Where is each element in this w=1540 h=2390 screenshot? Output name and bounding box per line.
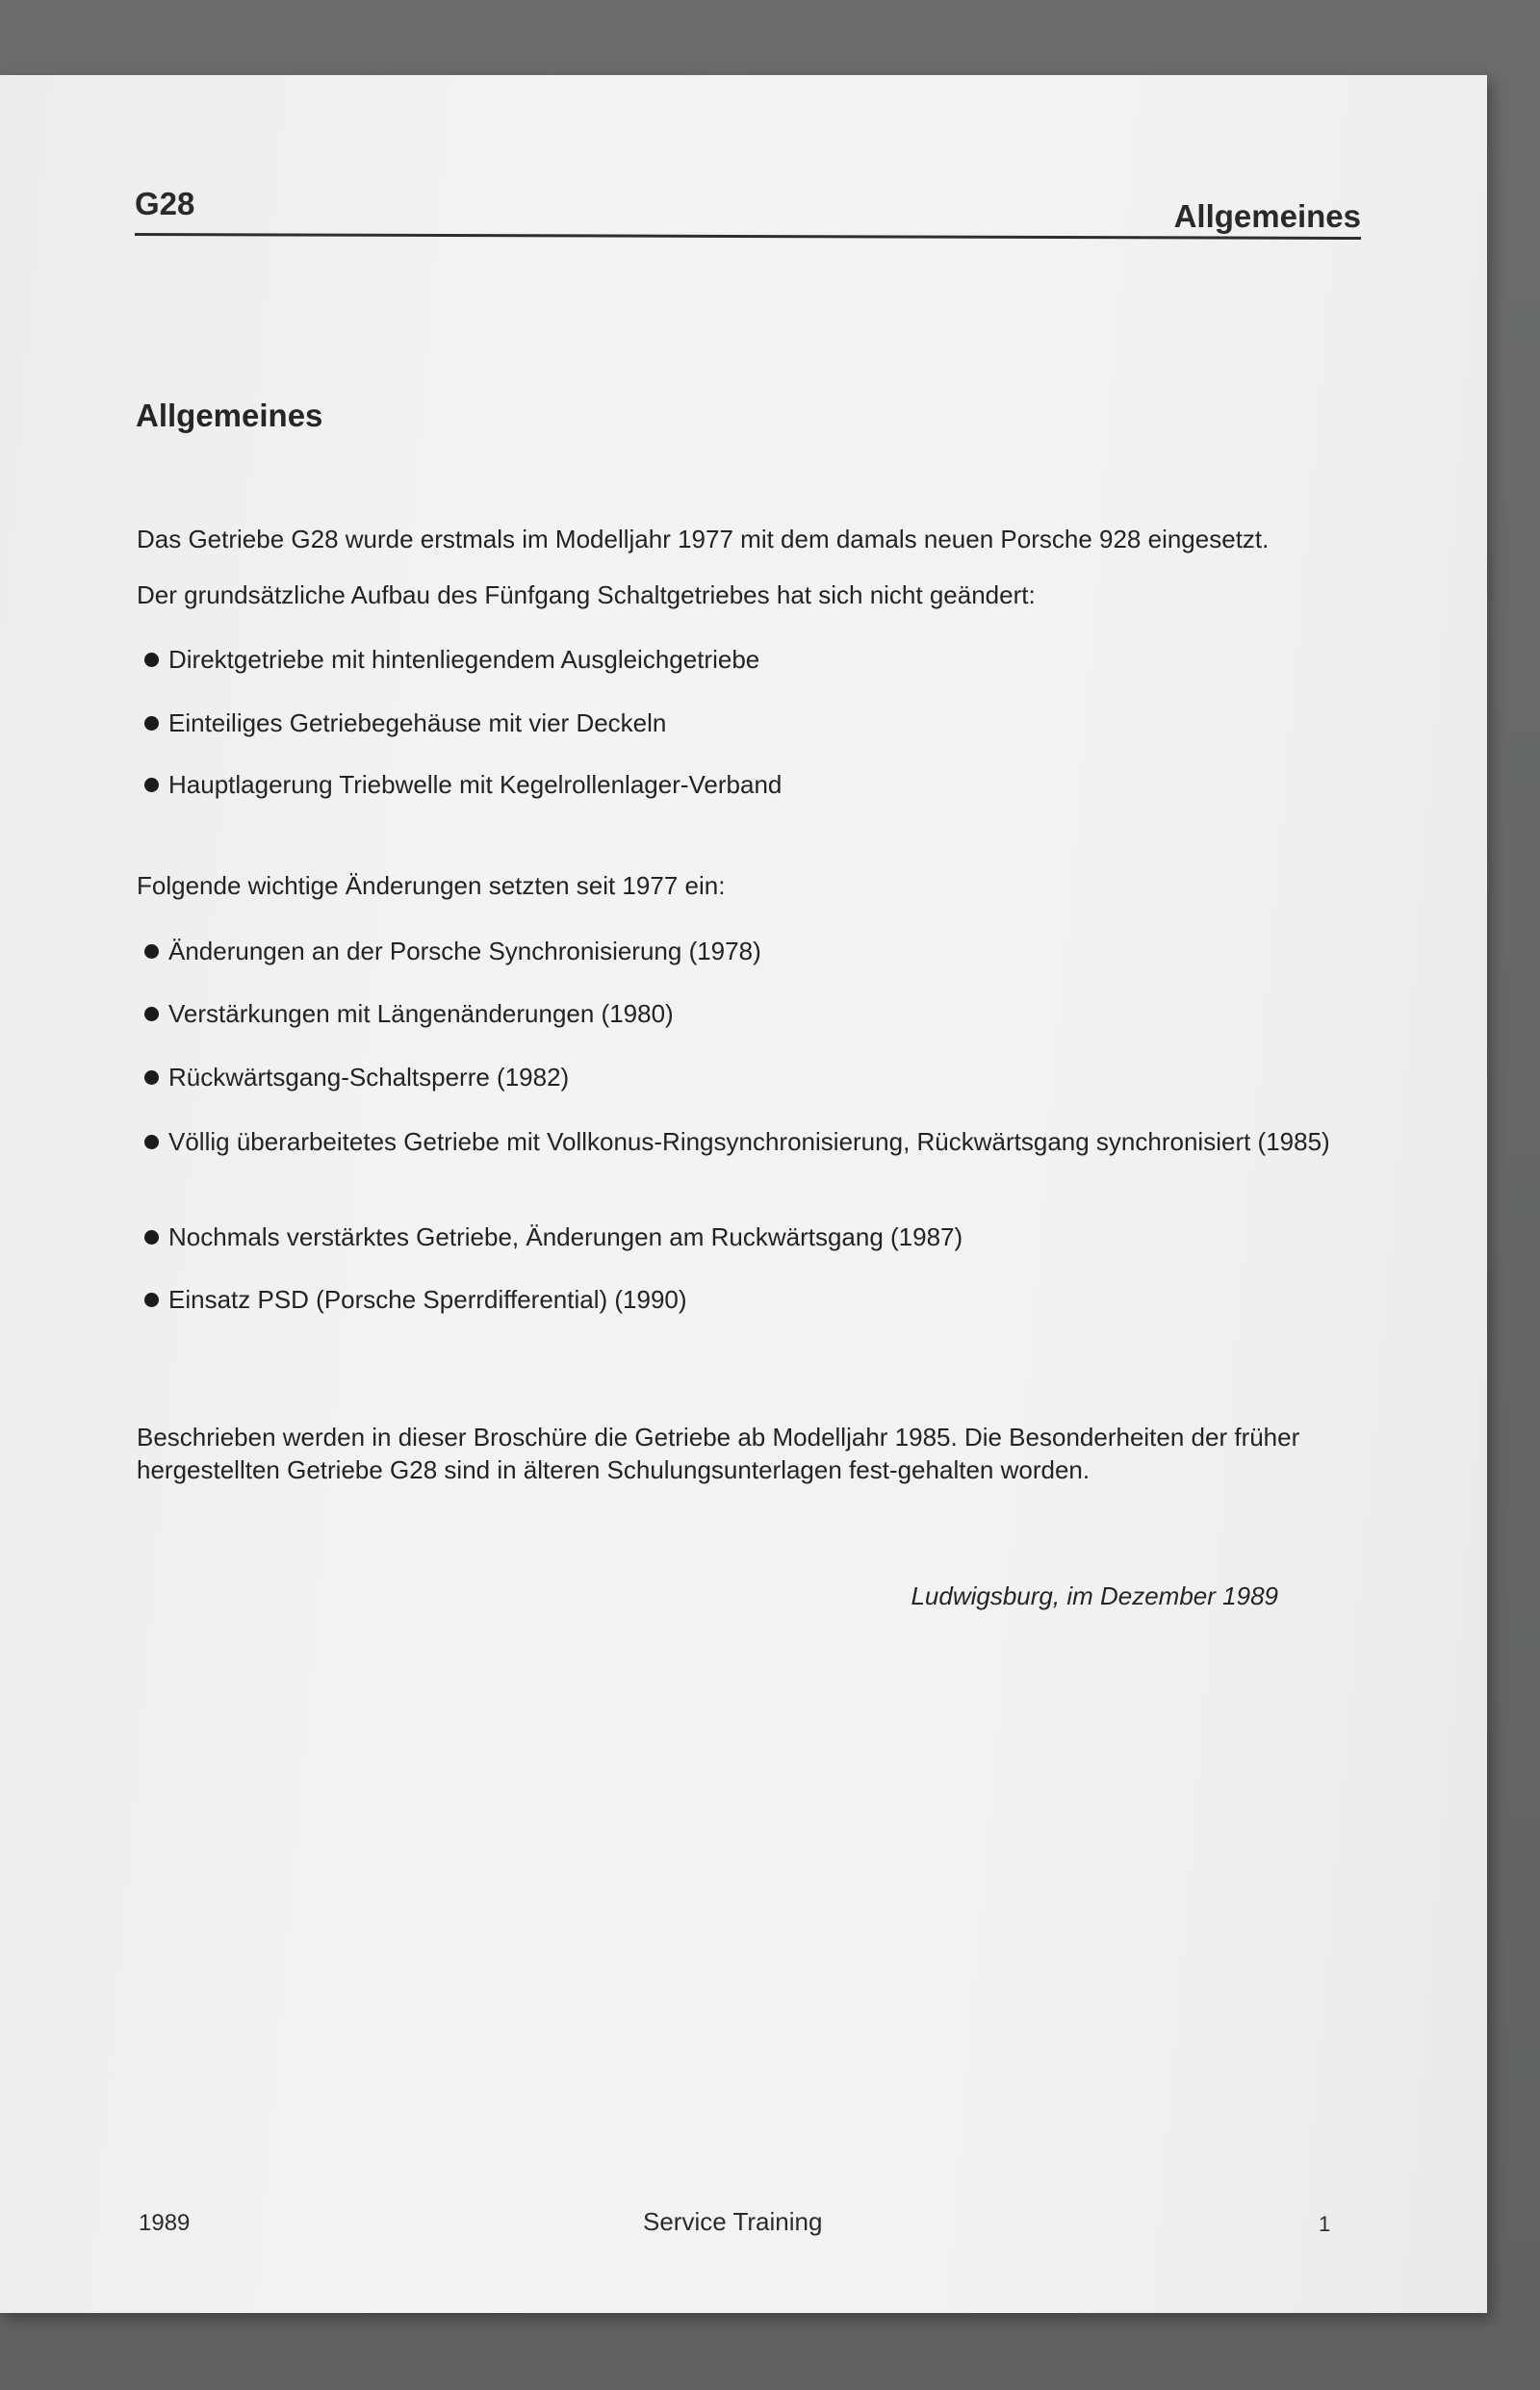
change-item-label: Rückwärtsgang-Schaltsperre (1982) bbox=[168, 1063, 570, 1092]
bullet-icon bbox=[144, 1293, 159, 1307]
feature-item bbox=[144, 643, 1348, 676]
bullet-icon bbox=[144, 1230, 159, 1245]
bullet-icon bbox=[144, 1070, 159, 1085]
intro-paragraph-1: Das Getriebe G28 wurde erstmals im Modelljahr 1977 mit dem damals neuen Porsche 928 eingesetzt. bbox=[137, 525, 1270, 553]
feature-item bbox=[144, 707, 1348, 739]
change-item-label: Verstärkungen mit Längenänderungen (1980) bbox=[168, 999, 674, 1028]
bullet-icon bbox=[144, 716, 159, 731]
change-item bbox=[144, 1221, 1348, 1253]
bullet-icon bbox=[144, 1007, 159, 1021]
change-item bbox=[144, 1283, 1348, 1316]
change-item-label: Völlig überarbeitetes Getriebe mit Vollkonus-Ringsynchronisierung, Rückwärtsgang synchronisiert (1985) bbox=[168, 1127, 1330, 1156]
page-number: 1 bbox=[1319, 2212, 1331, 2236]
changes-intro: Folgende wichtige Änderungen setzten seit 1977 ein: bbox=[137, 871, 726, 900]
document-page bbox=[0, 75, 1487, 2313]
intro-paragraph-2: Der grundsätzliche Aufbau des Fünfgang Schaltgetriebes hat sich nicht geändert: bbox=[137, 580, 1036, 609]
feature-item-label: Einteiliges Getriebegehäuse mit vier Deckeln bbox=[168, 708, 667, 737]
footer-year: 1989 bbox=[139, 2210, 191, 2236]
change-item bbox=[144, 1061, 1348, 1093]
signature-line: Ludwigsburg, im Dezember 1989 bbox=[911, 1581, 1278, 1610]
bullet-icon bbox=[144, 778, 159, 792]
change-item-label: Einsatz PSD (Porsche Sperrdifferential) (1990) bbox=[168, 1285, 687, 1314]
change-item bbox=[144, 997, 1348, 1030]
feature-item bbox=[144, 768, 1348, 801]
footer-title: Service Training bbox=[643, 2207, 823, 2236]
bullet-icon bbox=[144, 1135, 159, 1149]
change-item bbox=[144, 1125, 1348, 1158]
change-item-label: Änderungen an der Porsche Synchronisierung (1978) bbox=[168, 937, 761, 965]
feature-item-label: Hauptlagerung Triebwelle mit Kegelrollenlager-Verband bbox=[168, 770, 783, 799]
change-item-label: Nochmals verstärktes Getriebe, Änderungen am Ruckwärtsgang (1987) bbox=[168, 1222, 963, 1251]
bullet-icon bbox=[144, 944, 159, 959]
header-section: Allgemeines bbox=[1173, 198, 1361, 234]
bullet-icon bbox=[144, 653, 159, 667]
closing-paragraph: Beschrieben werden in dieser Broschüre die Getriebe ab Modelljahr 1985. Die Besonderheiten der früher hergestellten Getriebe G28 sind in älteren Schulungsunterlagen fest-gehalten worden. bbox=[137, 1423, 1300, 1484]
feature-item-label: Direktgetriebe mit hintenliegendem Ausgleichgetriebe bbox=[168, 645, 760, 674]
header-code: G28 bbox=[135, 186, 195, 221]
section-title: Allgemeines bbox=[136, 398, 323, 433]
change-item bbox=[144, 935, 1348, 967]
